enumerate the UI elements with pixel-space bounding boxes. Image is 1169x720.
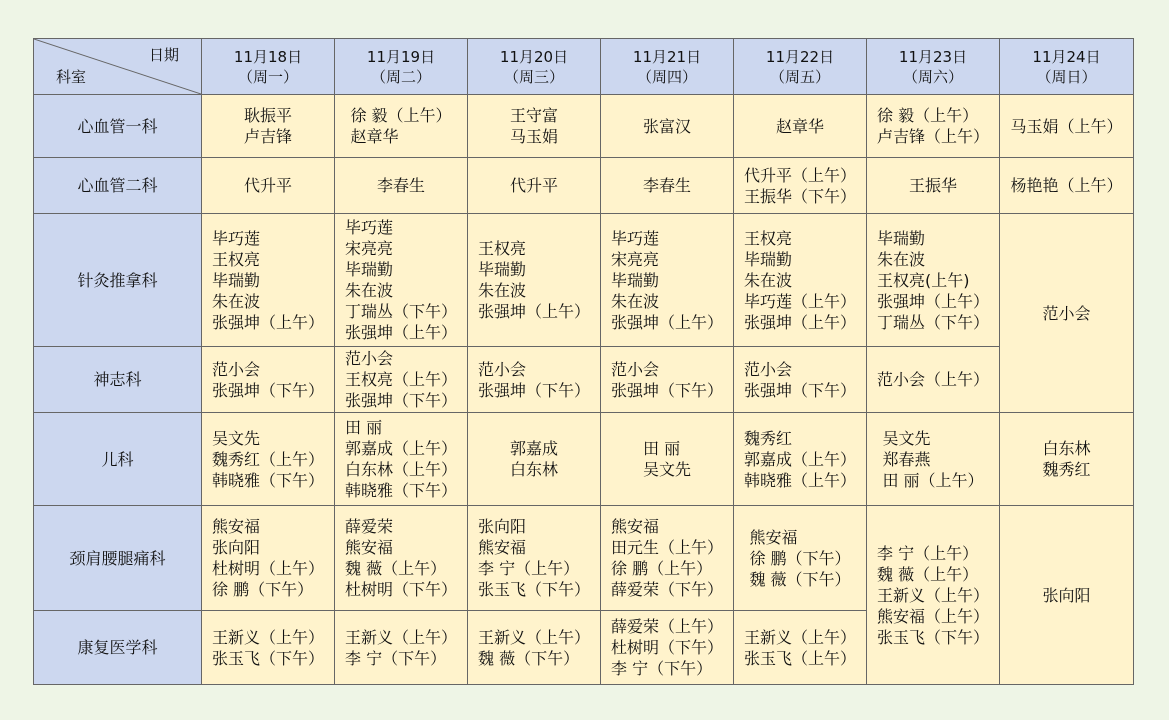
staff-name: 郭嘉成（上午）: [344, 439, 457, 458]
staff-name: 卢吉锋: [243, 127, 292, 146]
staff-list: [909, 175, 957, 196]
schedule-cell: [734, 347, 867, 413]
staff-name: 王权亮（上午）: [344, 370, 457, 389]
date-label: 11月23日: [898, 47, 968, 66]
staff-list: [1042, 585, 1090, 606]
staff-list: [345, 516, 457, 600]
staff-list: [510, 105, 558, 147]
schedule-cell: [335, 214, 468, 347]
staff-list: [478, 238, 590, 322]
staff-name: 魏秀红: [743, 428, 792, 448]
staff-name: 毕巧莲: [610, 228, 659, 248]
staff-name: 张强坤（上午）: [477, 302, 590, 321]
staff-name: 张玉飞（下午）: [477, 580, 590, 599]
staff-name: 杜树明（下午）: [610, 638, 723, 657]
staff-name: 代升平（上午）: [743, 165, 856, 185]
schedule-container: [33, 38, 1133, 684]
staff-name: 徐 鹏（下午）: [211, 580, 314, 599]
staff-name: 魏 薇（下午）: [749, 569, 851, 589]
schedule-cell: [468, 506, 601, 611]
staff-name: 熊安福: [211, 517, 260, 536]
staff-name: 张富汉: [642, 116, 691, 136]
staff-list: [478, 359, 590, 401]
staff-name: 朱在波: [477, 281, 526, 300]
staff-name: 张强坤（下午）: [610, 380, 723, 400]
staff-list: [744, 627, 856, 669]
schedule-cell: [734, 95, 867, 158]
staff-name: 李 宁（下午）: [344, 648, 447, 668]
staff-name: 王守富: [509, 106, 558, 125]
corner-label-date: 日期: [148, 46, 179, 64]
staff-name: 朱在波: [344, 281, 393, 300]
schedule-cell: [468, 214, 601, 347]
staff-name: 代升平: [509, 176, 558, 195]
schedule-cell: [734, 413, 867, 506]
staff-name: 白东林: [509, 460, 558, 479]
staff-name: 郭嘉成（上午）: [743, 449, 856, 469]
staff-name: 李春生: [642, 176, 691, 195]
staff-name: 李 宁（上午）: [477, 559, 580, 578]
staff-list: [345, 417, 457, 501]
staff-name: 王权亮: [211, 249, 260, 269]
staff-list: [882, 428, 983, 491]
staff-name: 范小会: [477, 359, 526, 379]
staff-list: [1042, 303, 1090, 324]
staff-name: 范小会: [1042, 303, 1091, 323]
staff-list: [212, 359, 324, 401]
staff-name: 卢吉锋（上午）: [876, 127, 989, 146]
staff-name: 张强坤（上午）: [610, 312, 723, 332]
schedule-cell: [1000, 158, 1134, 214]
staff-name: 范小会（上午）: [876, 370, 989, 389]
staff-name: 郭嘉成: [509, 439, 558, 458]
schedule-cell: [867, 413, 1000, 506]
staff-name: 白东林（上午）: [344, 460, 457, 479]
schedule-cell: [867, 506, 1000, 685]
dept-row-acupuncture: [34, 214, 1134, 347]
staff-name: 徐 毅（上午）: [876, 106, 979, 125]
staff-name: 范小会: [743, 359, 792, 379]
weekday-label: （周四）: [636, 67, 697, 86]
staff-list: [345, 627, 457, 669]
staff-list: [377, 175, 425, 196]
staff-list: [212, 627, 324, 669]
dept-row-cardio-1: [34, 95, 1134, 158]
schedule-cell: [734, 506, 867, 611]
staff-name: 赵章华: [775, 116, 824, 136]
staff-name: 王权亮: [477, 239, 526, 258]
staff-name: 赵章华: [350, 127, 399, 146]
date-label: 11月21日: [632, 47, 702, 66]
schedule-cell: [867, 214, 1000, 347]
staff-name: 李春生: [376, 176, 425, 195]
staff-name: 熊安福（上午）: [876, 606, 989, 626]
staff-name: 丁瑞丛（下午）: [344, 302, 457, 321]
staff-list: [877, 543, 989, 648]
schedule-cell: [468, 95, 601, 158]
schedule-cell: [335, 95, 468, 158]
dept-name: 心血管二科: [34, 158, 202, 214]
schedule-cell: [335, 158, 468, 214]
staff-name: 朱在波: [743, 270, 792, 290]
staff-list: [212, 228, 324, 333]
staff-name: 张玉飞（下午）: [211, 648, 324, 668]
staff-name: 杜树明（下午）: [344, 580, 457, 599]
staff-list: [744, 165, 856, 207]
staff-list: [643, 438, 691, 480]
date-header-thu: [601, 39, 734, 95]
schedule-cell: [1000, 95, 1134, 158]
staff-name: 朱在波: [876, 249, 925, 269]
staff-list: [611, 359, 723, 401]
staff-name: 韩晓雅（上午）: [743, 470, 856, 490]
staff-name: 张向阳: [211, 538, 260, 557]
staff-list: [1042, 438, 1090, 480]
schedule-cell: [335, 506, 468, 611]
staff-name: 熊安福: [749, 527, 798, 547]
date-label: 11月19日: [366, 47, 436, 66]
staff-name: 熊安福: [610, 517, 659, 536]
schedule-cell: [468, 347, 601, 413]
staff-list: [244, 175, 292, 196]
duty-schedule-table: [33, 38, 1134, 685]
staff-name: 田元生（上午）: [610, 538, 723, 557]
staff-list: [744, 359, 856, 401]
staff-list: [776, 116, 824, 137]
staff-list: [510, 175, 558, 196]
weekday-label: （周一）: [237, 67, 298, 86]
schedule-cell: [202, 413, 335, 506]
date-header-sun: [1000, 39, 1134, 95]
schedule-cell: [601, 347, 734, 413]
dept-row-pediatrics: [34, 413, 1134, 506]
staff-name: 朱在波: [211, 291, 260, 311]
staff-name: 吴文先: [882, 428, 931, 448]
dept-name: 康复医学科: [34, 611, 202, 685]
date-label: 11月24日: [1032, 47, 1101, 66]
staff-name: 毕瑞勤: [610, 270, 659, 290]
staff-name: 朱在波: [610, 291, 659, 311]
date-header-mon: [202, 39, 335, 95]
staff-name: 田 丽: [344, 418, 383, 437]
staff-name: 张玉飞（上午）: [743, 648, 856, 668]
staff-list: [611, 516, 723, 600]
staff-name: 毕瑞勤: [743, 249, 792, 269]
staff-name: 范小会: [610, 359, 659, 379]
staff-name: 宋亮亮: [344, 239, 393, 258]
schedule-cell: [335, 347, 468, 413]
staff-name: 王权亮: [743, 228, 792, 248]
schedule-cell: [601, 214, 734, 347]
date-header-sat: [867, 39, 1000, 95]
schedule-cell: [867, 95, 1000, 158]
staff-list: [350, 105, 451, 147]
staff-list: [744, 228, 856, 333]
schedule-cell: [1000, 214, 1134, 413]
staff-list: [877, 369, 989, 390]
schedule-cell: [734, 158, 867, 214]
staff-list: [1010, 175, 1122, 196]
staff-name: 毕瑞勤: [477, 260, 526, 279]
schedule-cell: [468, 158, 601, 214]
schedule-cell: [601, 158, 734, 214]
staff-name: 张强坤（上午）: [344, 323, 457, 342]
date-label: 11月20日: [499, 47, 569, 66]
staff-name: 吴文先: [211, 428, 260, 448]
date-header-fri: [734, 39, 867, 95]
staff-name: 王新义（上午）: [743, 627, 856, 647]
staff-name: 韩晓雅（下午）: [344, 481, 457, 500]
staff-name: 魏秀红: [1042, 460, 1091, 479]
schedule-cell: [202, 611, 335, 685]
staff-name: 王振华: [908, 176, 957, 195]
staff-name: 白东林: [1042, 439, 1091, 458]
corner-header: [34, 39, 202, 95]
staff-name: 薛爱荣（下午）: [610, 580, 723, 599]
dept-row-mental: [34, 347, 1134, 413]
staff-name: 张强坤（下午）: [743, 380, 856, 400]
dept-name: 神志科: [34, 347, 202, 413]
staff-name: 马玉娟（上午）: [1010, 116, 1123, 136]
staff-list: [212, 428, 324, 491]
staff-list: [244, 105, 292, 147]
schedule-cell: [202, 214, 335, 347]
staff-name: 王新义（上午）: [876, 585, 989, 605]
staff-name: 毕巧莲（上午）: [743, 291, 856, 311]
staff-name: 毕瑞勤: [876, 228, 925, 248]
staff-name: 张强坤（下午）: [344, 391, 457, 410]
staff-list: [611, 228, 723, 333]
staff-name: 郑春燕: [882, 449, 931, 469]
dept-row-cardio-2: [34, 158, 1134, 214]
schedule-cell: [867, 347, 1000, 413]
staff-name: 张强坤（上午）: [743, 312, 856, 332]
schedule-cell: [202, 95, 335, 158]
staff-list: [744, 428, 856, 491]
schedule-cell: [1000, 413, 1134, 506]
staff-name: 王新义（上午）: [211, 627, 324, 647]
staff-list: [643, 116, 691, 137]
schedule-cell: [335, 413, 468, 506]
staff-name: 张向阳: [1042, 585, 1091, 605]
weekday-label: （周日）: [1036, 67, 1097, 86]
staff-name: 张强坤（上午）: [876, 291, 989, 311]
staff-name: 魏 薇（下午）: [477, 648, 580, 668]
schedule-cell: [601, 413, 734, 506]
staff-list: [478, 627, 590, 669]
dept-name: 针灸推拿科: [34, 214, 202, 347]
staff-list: [1010, 116, 1122, 137]
staff-name: 熊安福: [344, 538, 393, 557]
weekday-label: （周五）: [769, 67, 830, 86]
staff-name: 马玉娟: [509, 127, 558, 146]
weekday-label: （周二）: [370, 67, 431, 86]
staff-list: [611, 616, 723, 679]
staff-list: [478, 516, 590, 600]
staff-list: [212, 516, 324, 600]
staff-list: [643, 175, 691, 196]
weekday-label: （周六）: [902, 67, 963, 86]
schedule-cell: [867, 158, 1000, 214]
date-label: 11月22日: [765, 47, 835, 66]
staff-name: 范小会: [344, 349, 393, 368]
dept-name: 颈肩腰腿痛科: [34, 506, 202, 611]
staff-name: 代升平: [243, 176, 292, 195]
staff-name: 薛爱荣: [344, 517, 393, 536]
staff-list: [877, 228, 989, 333]
staff-name: 田 丽: [642, 439, 681, 458]
staff-name: 魏 薇（上午）: [876, 564, 979, 584]
staff-name: 李 宁（上午）: [876, 543, 979, 563]
header-row: [34, 39, 1134, 95]
schedule-cell: [202, 506, 335, 611]
staff-name: 毕巧莲: [344, 218, 393, 237]
staff-name: 张玉飞（下午）: [876, 627, 989, 647]
staff-list: [877, 105, 989, 147]
staff-name: 熊安福: [477, 538, 526, 557]
staff-name: 田 丽（上午）: [882, 470, 984, 490]
staff-name: 徐 毅（上午）: [350, 106, 452, 125]
corner-label-dept: 科室: [56, 68, 87, 86]
staff-name: 耿振平: [243, 106, 292, 125]
staff-name: 毕巧莲: [211, 228, 260, 248]
staff-name: 王新义（上午）: [477, 627, 590, 647]
dept-name: 心血管一科: [34, 95, 202, 158]
staff-name: 毕瑞勤: [344, 260, 393, 279]
schedule-cell: [202, 347, 335, 413]
staff-name: 王振华（下午）: [743, 186, 856, 206]
staff-name: 张强坤（下午）: [211, 380, 324, 400]
staff-name: 杨艳艳（上午）: [1010, 176, 1123, 195]
staff-name: 丁瑞丛（下午）: [876, 312, 989, 332]
date-header-wed: [468, 39, 601, 95]
staff-name: 韩晓雅（下午）: [211, 470, 324, 490]
staff-name: 魏秀红（上午）: [211, 449, 324, 469]
schedule-cell: [601, 611, 734, 685]
staff-name: 李 宁（下午）: [610, 659, 713, 678]
date-label: 11月18日: [233, 47, 303, 66]
staff-name: 王新义（上午）: [344, 627, 457, 647]
staff-name: 杜树明（上午）: [211, 559, 324, 578]
dept-row-pain: [34, 506, 1134, 611]
schedule-cell: [335, 611, 468, 685]
staff-name: 毕瑞勤: [211, 270, 260, 290]
staff-name: 薛爱荣（上午）: [610, 617, 723, 636]
staff-name: 宋亮亮: [610, 249, 659, 269]
staff-name: 张强坤（上午）: [211, 312, 324, 332]
staff-list: [345, 348, 457, 411]
staff-list: [749, 527, 850, 590]
staff-name: 张强坤（下午）: [477, 380, 590, 400]
weekday-label: （周三）: [503, 67, 564, 86]
dept-name: 儿科: [34, 413, 202, 506]
staff-name: 徐 鹏（上午）: [610, 559, 713, 578]
schedule-cell: [601, 95, 734, 158]
schedule-cell: [601, 506, 734, 611]
staff-name: 魏 薇（上午）: [344, 559, 447, 578]
schedule-cell: [468, 413, 601, 506]
staff-name: 张向阳: [477, 517, 526, 536]
staff-list: [345, 217, 457, 343]
schedule-cell: [1000, 506, 1134, 685]
schedule-cell: [202, 158, 335, 214]
staff-name: 徐 鹏（下午）: [749, 548, 851, 568]
schedule-cell: [734, 214, 867, 347]
staff-list: [510, 438, 558, 480]
staff-name: 王权亮(上午): [876, 270, 970, 290]
schedule-cell: [468, 611, 601, 685]
schedule-cell: [734, 611, 867, 685]
staff-name: 吴文先: [642, 460, 691, 479]
date-header-tue: [335, 39, 468, 95]
staff-name: 范小会: [211, 359, 260, 379]
